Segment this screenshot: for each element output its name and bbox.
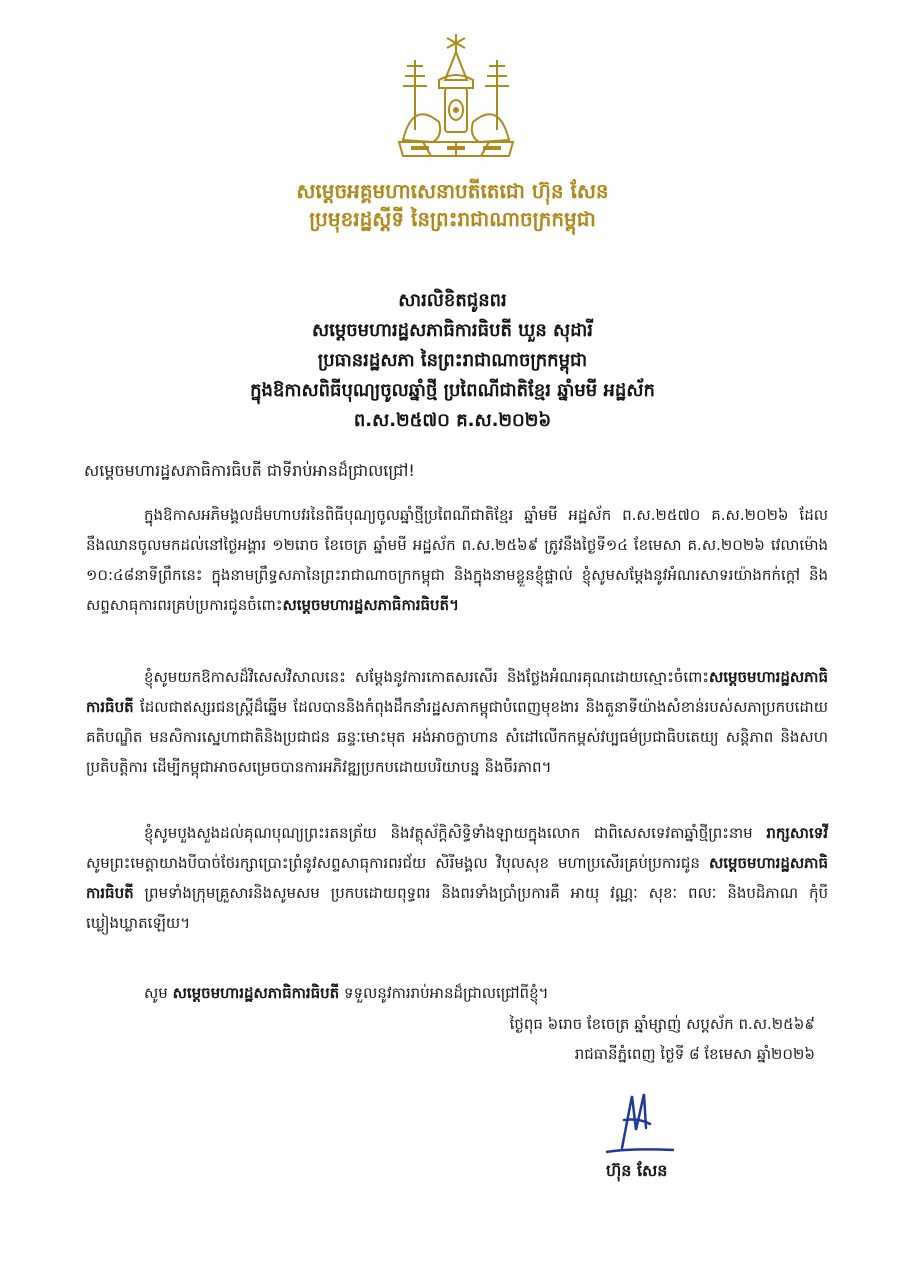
recipient-name: សម្តេចមហារដ្ឋសភាធិការធិបតី ឃួន សុដារី <box>311 320 594 341</box>
paragraph-text: ខ្ញុំសូមបួងសួងដល់គុណបុណ្យព្រះរតនត្រ័យ និងវត្ថុស័ក្តិសិទ្ធិទាំងឡាយក្នុងលោក ជាពិសេសទេវតាឆ្នាំថ្មីព្រះនាម <box>144 824 767 842</box>
paragraph-text: សូម <box>144 984 173 1002</box>
date-line-place: រាជធានីភ្នំពេញ ថ្ងៃទី ៨ ខែមេសា ឆ្នាំ២០២៦ <box>574 1045 815 1063</box>
body-paragraph <box>86 500 828 620</box>
recipient-title: ប្រធានរដ្ឋសភា នៃព្រះរាជាណាចក្រកម្ពុជា <box>317 350 588 371</box>
letter-heading: សារលិខិតជូនពរ <box>398 290 507 311</box>
paragraph-bold-text: សម្តេចមហារដ្ឋសភាធិការធិបតី។ <box>282 596 459 614</box>
paragraph-bold-text: រាក្សសាទេវី <box>766 824 828 842</box>
paragraph-bold-text: សម្តេចមហារដ្ឋសភាធិការធិបតី <box>86 668 828 716</box>
body-paragraph <box>86 662 828 782</box>
paragraph-bold-text: សម្តេចមហារដ្ឋសភាធិការធិបតី <box>172 984 340 1002</box>
closing-paragraph <box>86 978 828 1008</box>
paragraph-text: ព្រមទាំងក្រុមគ្រួសារនិងសូមសម ប្រកបដោយពុទ្ធពរ និងពរទាំងប្រាំប្រការគឺ អាយុ វណ្ណៈ សុខៈ ពលៈ និងបដិភាណ កុំបីឃ្លៀងឃ្លាតឡើយ។ <box>86 884 828 932</box>
date-line-lunar: ថ្ងៃពុធ ៦រោច ខែចេត្រ ឆ្នាំម្សាញ់ សប្តស័ក ព.ស.២៥៦៩ <box>509 1015 815 1033</box>
paragraph-text: ទទួលនូវការរាប់អានដ៏ជ្រាលជ្រៅពីខ្ញុំ។ <box>339 984 549 1002</box>
paragraph-text: សូមព្រះមេត្តាយាងបីបាច់ថែរក្សាប្រោះព្រំនូវសព្ទសាធុការពរជ័យ សិរីមង្គល វិបុលសុខ មហាប្រសើរគ្រប់ប្រការជូន <box>86 854 709 872</box>
paragraph-text: ដែលជាឥស្សរជនស្ត្រីដ៏ឆ្នើម ដែលបាននិងកំពុងដឹកនាំរដ្ឋសភាកម្ពុជាបំពេញមុខងារ និងតួនាទីយ៉ាងសំខាន់របស់សភាប្រកបដោយគតិបណ្ឌិត មនសិការស្នេហាជាតិនិងប្រជាជន ឆន្ទៈមោះមុត អង់អាចក្លាហាន សំដៅលើកកម្ពស់វប្បធម៌ប្រជាធិបតេយ្យ សន្តិភាព និងសហប្រតិបត្តិការ ដើម្បីកម្ពុជាអាចសម្រេចបានការអភិវឌ្ឍប្រកបដោយបរិយាបន្ន និងចីរភាព។ <box>86 698 828 776</box>
handwritten-signature <box>600 1090 680 1160</box>
sender-name: សម្តេចអគ្គមហាសេនាបតីតេជោ ហ៊ុន សែន <box>296 179 609 203</box>
occasion-year: ព.ស.២៥៧០ គ.ស.២០២៦ <box>353 410 552 431</box>
sender-title: ប្រមុខរដ្ឋស្តីទី នៃព្រះរាជាណាចក្រកម្ពុជា <box>309 207 596 231</box>
salutation: សម្តេចមហារដ្ឋសភាធិការធិបតី ជាទីរាប់អានដ៏ជ្រាលជ្រៅ! <box>84 461 415 480</box>
royal-emblem <box>393 30 519 170</box>
occasion-line: ក្នុងឱកាសពិធីបុណ្យចូលឆ្នាំថ្មី ប្រពៃណីជាតិខ្មែរ ឆ្នាំមមី អដ្ឋស័ក <box>250 380 655 401</box>
signatory-name: ហ៊ុន សែន <box>606 1161 668 1180</box>
paragraph-bold-text: សម្តេចមហារដ្ឋសភាធិការធិបតី <box>86 854 828 902</box>
body-paragraph <box>86 818 828 938</box>
paragraph-text: ក្នុងឱកាសអភិមង្គលដ៏មហាបវរនៃពិធីបុណ្យចូលឆ្នាំថ្មីប្រពៃណីជាតិខ្មែរ ឆ្នាំមមី អដ្ឋស័ក ព.ស.២៥៧០ គ.ស.២០២៦ ដែលនឹងឈានចូលមកដល់នៅថ្ងៃអង្គារ ១២រោច ខែចេត្រ ឆ្នាំមមី អដ្ឋស័ក ព.ស.២៥៦៩ ត្រូវនឹងថ្ងៃទី១៤ ខែមេសា គ.ស.២០២៦ វេលាម៉ោង ១០:៤៨នាទីព្រឹកនេះ ក្នុងនាមព្រឹទ្ធសភានៃព្រះរាជាណាចក្រកម្ពុជា និងក្នុងនាមខ្លួនខ្ញុំផ្ទាល់ ខ្ញុំសូមសម្តែងនូវអំណរសាទរយ៉ាងកក់ក្តៅ និងសព្ទសាធុការពរគ្រប់ប្រការជូនចំពោះ <box>86 506 828 614</box>
paragraph-text: ខ្ញុំសូមយកឱកាសដ៏វិសេសវិសាលនេះ សម្តែងនូវការកោតសរសើរ និងថ្លែងអំណរគុណដោយស្មោះចំពោះ <box>144 668 709 686</box>
